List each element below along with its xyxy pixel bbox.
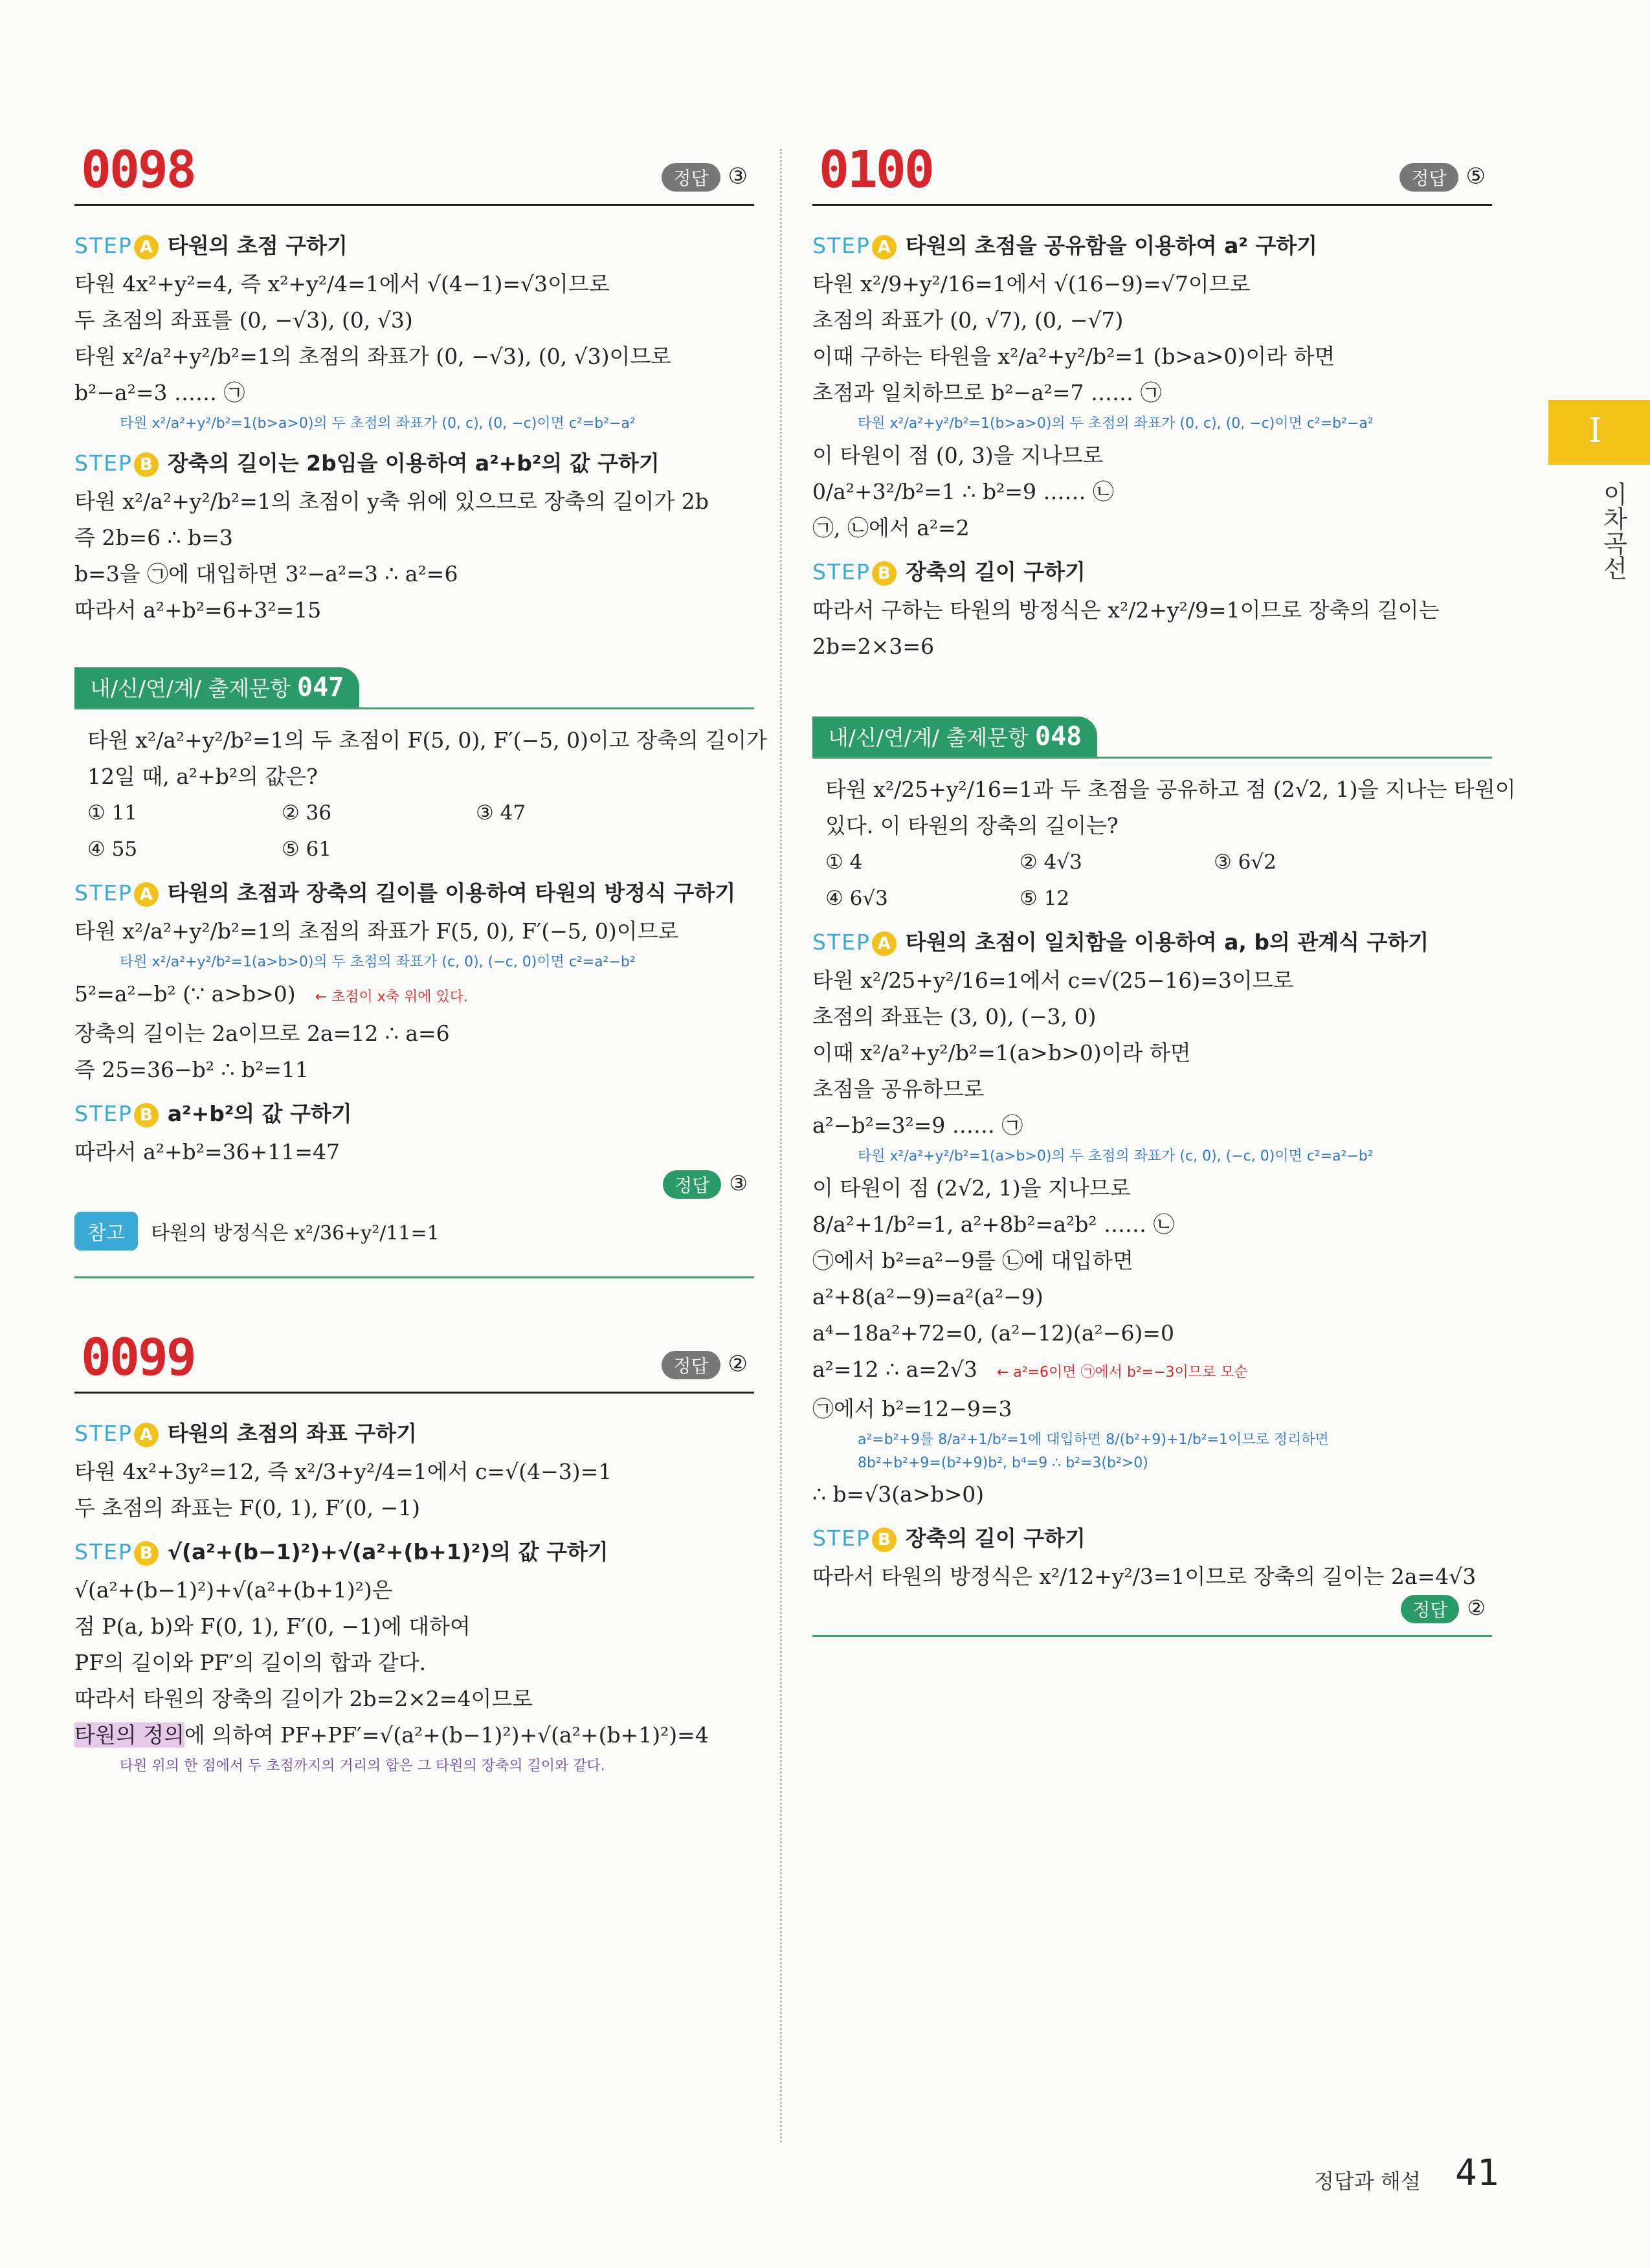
- choice-2: ② 4√3: [1020, 850, 1082, 874]
- step-letter: A: [872, 931, 897, 956]
- step-letter: A: [134, 882, 159, 907]
- step-title: 타원의 초점 구하기: [167, 233, 348, 258]
- problem-0099: [74, 1324, 754, 1780]
- step-tag: STEP: [812, 1526, 871, 1551]
- choice-row: [74, 831, 754, 867]
- step-a-heading: [74, 1408, 754, 1454]
- step-letter: B: [872, 1528, 897, 1552]
- solution-line: 장축의 길이는 2a이므로 2a=12 ∴ a=6: [74, 1021, 450, 1046]
- solution-line: [812, 1351, 1492, 1391]
- banner-label: [812, 717, 1097, 757]
- blue-note: a²=b²+9를 8/a²+1/b²=1에 대입하면 8/(b²+9)+1/b²=1이므로 정리하면: [858, 1432, 1329, 1448]
- solution-line: 타원 x²/a²+y²/b²=1의 초점이 y축 위에 있으므로 장축의 길이가 2b: [74, 489, 709, 514]
- banner-number: 047: [297, 673, 344, 702]
- step-tag: STEP: [812, 929, 871, 955]
- solution-line: 초점과 일치하므로 b²−a²=7 …… ㉠: [812, 380, 1162, 405]
- step-tag: STEP: [74, 880, 133, 906]
- step-title: a²+b²의 값 구하기: [167, 1101, 352, 1126]
- blue-note: 타원 x²/a²+y²/b²=1(a>b>0)의 두 초점의 좌표가 (c, 0), (−c, 0)이면 c²=a²−b²: [858, 1148, 1374, 1164]
- related-problem-047: [74, 667, 767, 1278]
- question-line: 타원 x²/a²+y²/b²=1의 두 초점이 F(5, 0), F′(−5, 0)이고 장축의 길이가: [87, 728, 767, 753]
- step-tag: STEP: [812, 559, 871, 584]
- step-tag: STEP: [812, 233, 871, 258]
- tip-text: 타원의 방정식은 x²/36+y²/11=1: [150, 1222, 440, 1245]
- banner-label: [74, 667, 359, 707]
- footer-label: 정답과 해설: [1314, 2169, 1421, 2194]
- answer-badge: [1399, 163, 1486, 192]
- problem-header: [812, 136, 1492, 206]
- problem-number: 0099: [81, 1329, 195, 1387]
- solution-line: 타원 x²/25+y²/16=1에서 c=√(25−16)=3이므로: [812, 968, 1294, 993]
- solution-line: 따라서 타원의 방정식은 x²/12+y²/3=1이므로 장축의 길이는 2a=4√3: [812, 1564, 1477, 1589]
- chapter-number: I: [1589, 412, 1602, 450]
- step-letter: A: [872, 235, 897, 260]
- blue-note: 타원 x²/a²+y²/b²=1(b>a>0)의 두 초점의 좌표가 (0, c), (0, −c)이면 c²=b²−a²: [120, 416, 636, 432]
- banner-text: 내/신/연/계/ 출제문항: [90, 676, 291, 701]
- solution-line: [74, 1717, 754, 1753]
- solution-line: ㉠에서 b²=a²−9를 ㉡에 대입하면: [812, 1248, 1134, 1273]
- question-line: 타원 x²/25+y²/16=1과 두 초점을 공유하고 점 (2√2, 1)을 지나는 타원이: [825, 777, 1516, 802]
- equation: 5²=a²−b² (∵ a>b>0): [74, 981, 296, 1006]
- solution-line: PF의 길이와 PF′의 길이의 합과 같다.: [74, 1650, 427, 1675]
- answer-label: 정답: [663, 1170, 721, 1199]
- solution-line: 즉 25=36−b² ∴ b²=11: [74, 1057, 309, 1082]
- step-b-heading: [74, 1088, 754, 1134]
- blue-note: 타원 x²/a²+y²/b²=1(a>b>0)의 두 초점의 좌표가 (c, 0), (−c, 0)이면 c²=a²−b²: [120, 954, 636, 970]
- tip-label: 참고: [74, 1212, 138, 1251]
- solution-line: 이 타원이 점 (2√2, 1)을 지나므로: [812, 1175, 1131, 1201]
- reference-tip: [74, 1212, 754, 1251]
- answer-value: ③: [728, 163, 748, 190]
- choice-5: ⑤ 61: [282, 838, 332, 861]
- problem-number: 0100: [819, 141, 933, 199]
- solution-line: 즉 2b=6 ∴ b=3: [74, 525, 233, 550]
- answer-value: ⑤: [1466, 163, 1486, 190]
- solution-line: 0/a²+3²/b²=1 ∴ b²=9 …… ㉡: [812, 479, 1114, 504]
- section-end-line: [812, 1635, 1492, 1637]
- solution-line: 초점의 좌표는 (3, 0), (−3, 0): [812, 1004, 1097, 1029]
- step-tag: STEP: [74, 450, 133, 476]
- solution-line: [74, 976, 754, 1016]
- choice-row: [74, 795, 754, 831]
- solution-line: 따라서 a²+b²=36+11=47: [74, 1139, 340, 1164]
- solution-line: 따라서 타원의 장축의 길이가 2b=2×2=4이므로: [74, 1686, 533, 1711]
- choice-3: ③ 47: [476, 801, 526, 825]
- left-column: [74, 136, 767, 1780]
- step-letter: B: [134, 1103, 159, 1128]
- step-title: 타원의 초점이 일치함을 이용하여 a, b의 관계식 구하기: [905, 929, 1429, 955]
- choice-1: ① 11: [87, 801, 138, 825]
- problem-number: 0098: [81, 141, 195, 199]
- blue-note: 8b²+b²+9=(b²+9)b², b⁴=9 ∴ b²=3(b²>0): [858, 1455, 1148, 1471]
- step-letter: B: [134, 452, 159, 477]
- chapter-title: 이차곡선: [1599, 482, 1627, 580]
- solution-line: 점 P(a, b)와 F(0, 1), F′(0, −1)에 대하여: [74, 1614, 471, 1639]
- answer-label: 정답: [1401, 1595, 1459, 1623]
- answer-badge: [662, 1351, 748, 1379]
- solution-line: 이때 x²/a²+y²/b²=1(a>b>0)이라 하면: [812, 1040, 1191, 1065]
- solution-line: 이 타원이 점 (0, 3)을 지나므로: [812, 443, 1104, 468]
- solution-line: 따라서 구하는 타원의 방정식은 x²/2+y²/9=1이므로 장축의 길이는: [812, 597, 1440, 623]
- solution-line: 두 초점의 좌표는 F(0, 1), F′(0, −1): [74, 1495, 420, 1520]
- answer-value: ②: [728, 1351, 748, 1377]
- step-title: 타원의 초점을 공유함을 이용하여 a² 구하기: [905, 233, 1317, 258]
- step-title: 장축의 길이 구하기: [905, 1526, 1086, 1551]
- step-a-heading: [74, 220, 754, 266]
- page-number: 41: [1455, 2152, 1499, 2194]
- answer-value: ②: [1467, 1595, 1486, 1620]
- answer-label: 정답: [662, 1351, 720, 1379]
- related-banner: [812, 717, 1492, 759]
- choice-1: ① 4: [825, 850, 863, 874]
- step-title: √(a²+(b−1)²)+√(a²+(b+1)²)의 값 구하기: [167, 1539, 608, 1564]
- blue-note: 타원 x²/a²+y²/b²=1(b>a>0)의 두 초점의 좌표가 (0, c), (0, −c)이면 c²=b²−a²: [858, 416, 1374, 432]
- step-title: 타원의 초점과 장축의 길이를 이용하여 타원의 방정식 구하기: [167, 880, 736, 906]
- answer-value: ③: [729, 1171, 748, 1195]
- step-tag: STEP: [74, 1539, 133, 1564]
- step-letter: A: [134, 1423, 159, 1447]
- solution-line: 이때 구하는 타원을 x²/a²+y²/b²=1 (b>a>0)이라 하면: [812, 344, 1335, 369]
- right-column: [812, 136, 1516, 1637]
- solution-line: √(a²+(b−1)²)+√(a²+(b+1)²)은: [74, 1577, 393, 1603]
- answer-badge: [812, 1595, 1492, 1623]
- step-a-heading: [74, 867, 754, 913]
- problem-header: [74, 136, 754, 206]
- choice-4: ④ 6√3: [825, 887, 888, 910]
- solution-line: 타원 x²/a²+y²/b²=1의 초점의 좌표가 F(5, 0), F′(−5, 0)이므로: [74, 918, 679, 944]
- solution-line: 타원 4x²+3y²=12, 즉 x²/3+y²/4=1에서 c=√(4−3)=1: [74, 1459, 612, 1484]
- solution-line: 타원 x²/9+y²/16=1에서 √(16−9)=√7이므로: [812, 271, 1251, 296]
- section-end-line: [74, 1276, 754, 1278]
- step-b-heading: [812, 546, 1492, 592]
- solution-line: 8/a²+1/b²=1, a²+8b²=a²b² …… ㉡: [812, 1212, 1175, 1237]
- question-line: 있다. 이 타원의 장축의 길이는?: [825, 813, 1119, 838]
- step-b-heading: [74, 438, 754, 484]
- step-b-heading: [812, 1513, 1492, 1559]
- solution-line: ㉠, ㉡에서 a²=2: [812, 515, 970, 540]
- choice-5: ⑤ 12: [1020, 887, 1070, 910]
- banner-text: 내/신/연/계/ 출제문항: [828, 725, 1029, 750]
- answer-badge: [662, 163, 748, 192]
- solution-line: ㉠에서 b²=12−9=3: [812, 1396, 1012, 1421]
- step-a-heading: [812, 917, 1492, 962]
- banner-number: 048: [1035, 722, 1082, 751]
- solution-line: 따라서 a²+b²=6+3²=15: [74, 597, 322, 623]
- problem-0100: [812, 136, 1492, 665]
- solution-line: a²+8(a²−9)=a²(a²−9): [812, 1284, 1043, 1309]
- problem-header: [74, 1324, 754, 1394]
- step-letter: B: [872, 561, 897, 586]
- step-title: 장축의 길이 구하기: [905, 559, 1086, 584]
- solution-line: b=3을 ㉠에 대입하면 3²−a²=3 ∴ a²=6: [74, 561, 458, 586]
- choice-2: ② 36: [282, 801, 332, 825]
- question-line: 12일 때, a²+b²의 값은?: [87, 764, 318, 789]
- answer-badge: [74, 1170, 754, 1199]
- column-divider: [780, 149, 782, 2142]
- red-note: ← a²=6이면 ㉠에서 b²=−3이므로 모순: [996, 1364, 1248, 1381]
- step-letter: B: [134, 1541, 159, 1566]
- related-problem-048: [812, 717, 1516, 1637]
- step-title: 타원의 초점의 좌표 구하기: [167, 1421, 417, 1446]
- solution-line: ∴ b=√3(a>b>0): [812, 1482, 985, 1507]
- answer-label: 정답: [662, 163, 720, 192]
- step-tag: STEP: [74, 233, 133, 258]
- solution-line: a²−b²=3²=9 …… ㉠: [812, 1113, 1023, 1138]
- solution-line: 2b=2×3=6: [812, 634, 935, 659]
- solution-line: 초점을 공유하므로: [812, 1076, 985, 1102]
- related-banner: [74, 667, 754, 709]
- choice-row: [812, 844, 1492, 880]
- choice-4: ④ 55: [87, 838, 138, 861]
- solution-line: 초점의 좌표가 (0, √7), (0, −√7): [812, 307, 1124, 333]
- red-note: ← 초점이 x축 위에 있다.: [315, 989, 469, 1005]
- step-tag: STEP: [74, 1101, 133, 1126]
- step-b-heading: [74, 1526, 754, 1572]
- solution-line: 두 초점의 좌표를 (0, −√3), (0, √3): [74, 307, 413, 333]
- solution-line: b²−a²=3 …… ㉠: [74, 380, 245, 405]
- choice-row: [812, 880, 1492, 917]
- solution-line: a⁴−18a²+72=0, (a²−12)(a²−6)=0: [812, 1320, 1174, 1346]
- highlight-term: 타원의 정의: [74, 1722, 184, 1748]
- solution-line: 타원 x²/a²+y²/b²=1의 초점의 좌표가 (0, −√3), (0, √3)이므로: [74, 344, 672, 369]
- answer-label: 정답: [1399, 163, 1458, 192]
- equation: a²=12 ∴ a=2√3: [812, 1357, 977, 1382]
- step-title: 장축의 길이는 2b임을 이용하여 a²+b²의 값 구하기: [167, 450, 660, 476]
- solution-line: 타원 4x²+y²=4, 즉 x²+y²/4=1에서 √(4−1)=√3이므로: [74, 271, 610, 296]
- choice-3: ③ 6√2: [1214, 850, 1277, 874]
- equation: 에 의하여 PF+PF′=√(a²+(b−1)²)+√(a²+(b+1)²)=4: [184, 1722, 709, 1748]
- step-a-heading: [812, 220, 1492, 266]
- step-letter: A: [134, 235, 159, 260]
- step-tag: STEP: [74, 1421, 133, 1446]
- purple-note: 타원 위의 한 점에서 두 초점까지의 거리의 합은 그 타원의 장축의 길이와 같다.: [120, 1758, 605, 1774]
- problem-0098: [74, 136, 754, 628]
